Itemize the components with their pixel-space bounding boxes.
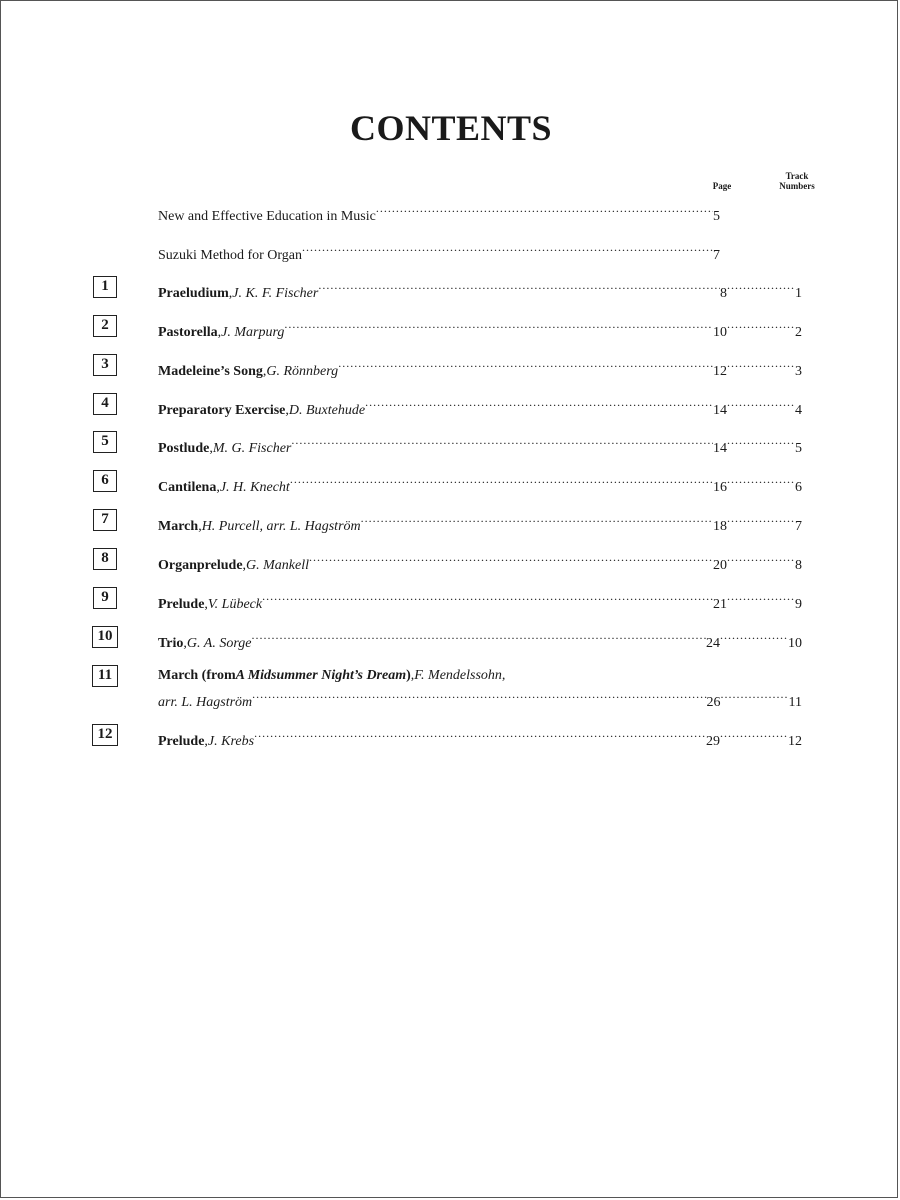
piece-title-part1: March (from (158, 668, 236, 683)
dot-leader (365, 394, 713, 414)
toc-entry-piece-1[interactable] (158, 277, 802, 304)
dot-leader (302, 239, 713, 259)
title-separator: , (204, 734, 208, 749)
piece-number-box: 11 (92, 665, 118, 687)
piece-number-box: 8 (93, 548, 117, 570)
entry-page: 7 (713, 248, 720, 263)
dot-leader (254, 725, 706, 745)
piece-title: March (158, 519, 199, 534)
entry-track: 9 (795, 597, 802, 612)
piece-title: Madeleine’s Song (158, 364, 263, 379)
dot-leader-track (727, 432, 795, 452)
piece-title: Trio (158, 636, 184, 651)
title-separator: , (198, 519, 202, 534)
title-separator: , (216, 480, 220, 495)
entry-page: 21 (713, 597, 727, 612)
dot-leader-track (720, 725, 788, 745)
dot-leader (309, 549, 713, 569)
toc-entry-piece-7[interactable] (158, 510, 802, 537)
entry-page: 8 (720, 286, 727, 301)
entry-page: 20 (713, 558, 727, 573)
entry-page: 18 (713, 519, 727, 534)
piece-number-box: 5 (93, 431, 117, 453)
entry-track: 5 (795, 441, 802, 456)
entry-page: 14 (713, 403, 727, 418)
entry-page: 14 (713, 441, 727, 456)
toc-entry-piece-5[interactable] (158, 432, 802, 459)
toc-entry-piece-10[interactable] (158, 627, 802, 654)
dot-leader-track (727, 394, 795, 414)
entry-track: 10 (788, 636, 802, 651)
toc-entry-piece-3[interactable] (158, 355, 802, 382)
track-column-header (767, 171, 827, 191)
dot-leader-track (727, 510, 795, 530)
entry-page: 26 (706, 695, 721, 710)
piece-composer: D. Buxtehude (288, 403, 366, 418)
dot-leader (338, 355, 713, 375)
entry-track: 8 (795, 558, 802, 573)
entry-track: 3 (795, 364, 802, 379)
piece-composer: G. A. Sorge (186, 636, 252, 651)
toc-entry-piece-4[interactable] (158, 394, 802, 421)
title-separator: , (262, 364, 267, 379)
title-separator: , (410, 668, 415, 683)
entry-label: Suzuki Method for Organ (158, 248, 302, 263)
entry-track: 7 (795, 519, 802, 534)
toc-entry-piece-2[interactable] (158, 316, 802, 343)
piece-composer: J. Krebs (207, 734, 255, 749)
entry-page: 5 (713, 209, 720, 224)
title-separator: , (228, 286, 233, 301)
dot-leader (376, 200, 713, 220)
entry-label: New and Effective Education in Music (158, 209, 376, 224)
toc-entry-piece-9[interactable] (158, 588, 802, 615)
dot-leader-track (727, 277, 795, 297)
piece-composer: H. Purcell, arr. L. Hagström (201, 519, 361, 534)
entry-track: 12 (788, 734, 802, 749)
toc-entry-intro-2[interactable] (158, 239, 802, 266)
entry-track: 4 (795, 403, 802, 418)
piece-number-box: 12 (92, 724, 118, 746)
dot-leader (284, 316, 713, 336)
piece-number-box: 1 (93, 276, 117, 298)
dot-leader (252, 686, 706, 706)
dot-leader-track (727, 316, 795, 336)
dot-leader-track (721, 686, 789, 706)
piece-title: Postlude (158, 441, 210, 456)
piece-title: Preparatory Exercise (158, 403, 286, 418)
piece-title-part3: ) (406, 668, 411, 683)
entry-page: 10 (713, 325, 727, 340)
entry-track: 11 (788, 695, 802, 710)
piece-composer: G. Mankell (246, 558, 310, 573)
piece-title: Cantilena (158, 480, 217, 495)
dot-leader-track (727, 549, 795, 569)
toc-entry-piece-11[interactable] (158, 666, 802, 713)
dot-leader-track (727, 355, 795, 375)
piece-number-box: 2 (93, 315, 117, 337)
title-separator: , (217, 325, 222, 340)
piece-number-box: 7 (93, 509, 117, 531)
entry-page: 16 (713, 480, 727, 495)
piece-composer: G. Rönnberg (266, 364, 339, 379)
entry-page: 29 (706, 734, 720, 749)
piece-number-box: 4 (93, 393, 117, 415)
page-column-header: Page (712, 181, 732, 191)
title-separator: , (209, 441, 213, 456)
piece-composer: M. G. Fischer (212, 441, 292, 456)
entry-track: 6 (795, 480, 802, 495)
dot-leader (318, 277, 720, 297)
entry-page: 12 (713, 364, 727, 379)
piece-title: Pastorella (158, 325, 218, 340)
toc-entry-piece-12[interactable] (158, 725, 802, 752)
dot-leader (290, 471, 713, 491)
piece-number-box: 3 (93, 354, 117, 376)
piece-number-box: 9 (93, 587, 117, 609)
piece-title: Praeludium (158, 286, 229, 301)
dot-leader (361, 510, 713, 530)
dot-leader (291, 432, 713, 452)
toc-entry-piece-6[interactable] (158, 471, 802, 498)
dot-leader-track (727, 588, 795, 608)
toc-entry-intro-1[interactable] (158, 200, 802, 227)
piece-composer: J. K. F. Fischer (232, 286, 319, 301)
piece-title: Organprelude (158, 558, 243, 573)
dot-leader (262, 588, 713, 608)
dot-leader-track (727, 471, 795, 491)
track-header-line2: Numbers (779, 181, 815, 191)
entry-track: 1 (795, 286, 802, 301)
dot-leader (251, 627, 706, 647)
title-separator: , (242, 558, 247, 573)
dot-leader-track (720, 627, 788, 647)
title-separator: , (285, 403, 289, 418)
title-separator: , (183, 636, 187, 651)
piece-number-box: 6 (93, 470, 117, 492)
toc-entry-piece-8[interactable] (158, 549, 802, 576)
track-header-line1: Track (785, 171, 809, 181)
page-title: CONTENTS (349, 108, 553, 148)
entry-page: 24 (706, 636, 720, 651)
piece-composer: J. Marpurg (221, 325, 285, 340)
entry-track: 2 (795, 325, 802, 340)
piece-number-box: 10 (92, 626, 118, 648)
piece-title-work: A Midsummer Night’s Dream (235, 668, 407, 683)
piece-composer: J. H. Knecht (219, 480, 290, 495)
title-separator: , (204, 597, 208, 612)
piece-composer: F. Mendelssohn, (414, 668, 506, 683)
piece-composer: V. Lübeck (207, 597, 263, 612)
piece-title: Prelude (158, 734, 205, 749)
piece-arranger: arr. L. Hagström (158, 695, 253, 710)
piece-title: Prelude (158, 597, 205, 612)
